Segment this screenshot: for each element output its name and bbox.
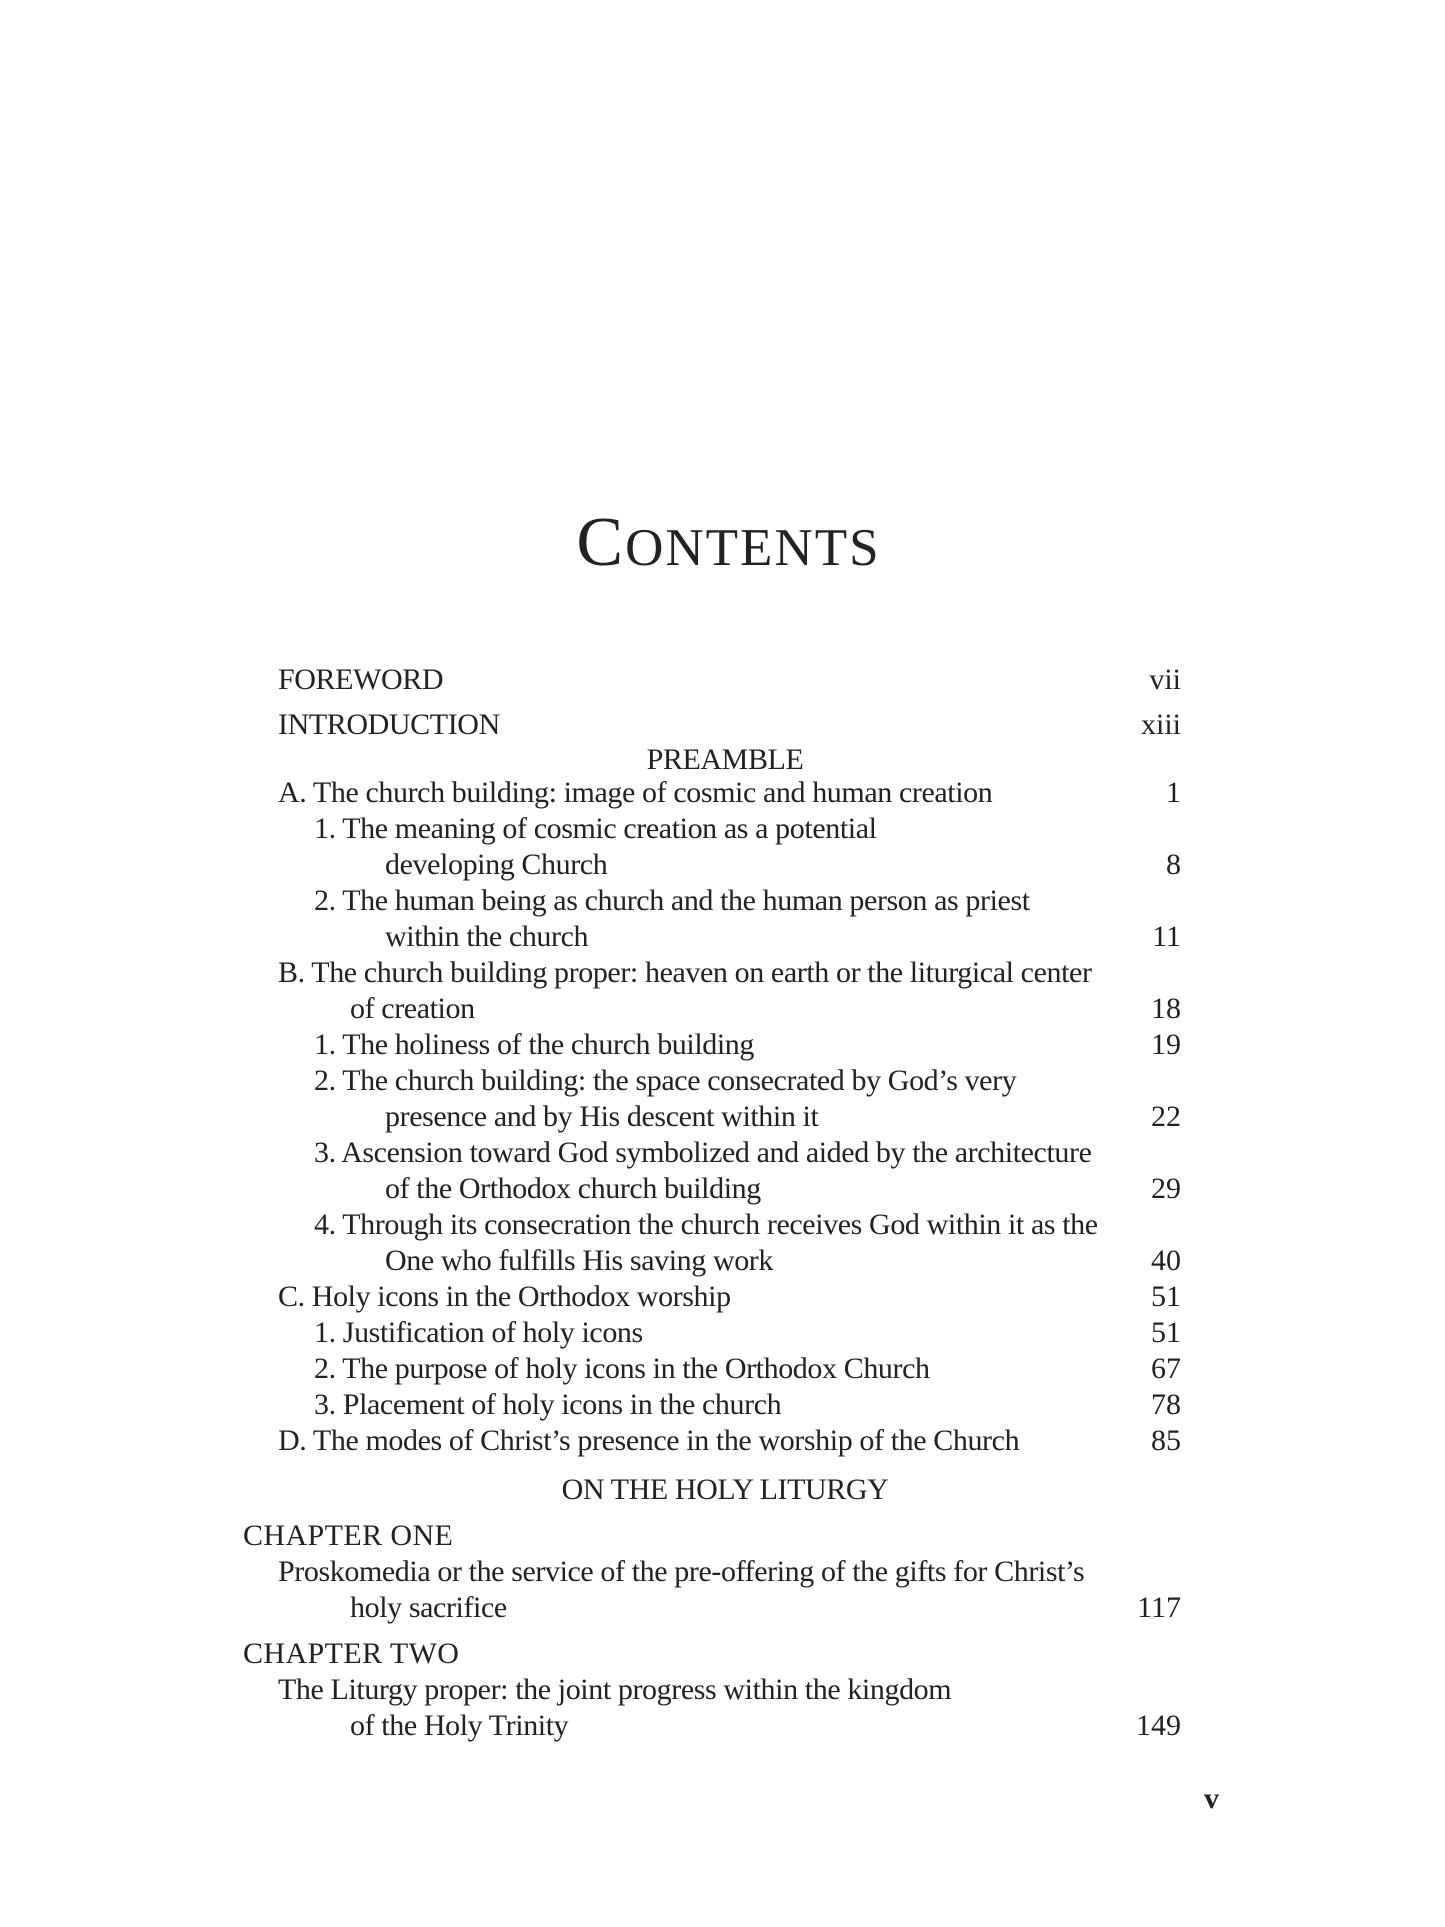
toc-entry bbox=[243, 775, 1181, 811]
toc-entry bbox=[243, 1135, 1181, 1171]
toc-page-number: 11 bbox=[1152, 920, 1181, 953]
toc-entry-text: CHAPTER TWO bbox=[243, 1637, 460, 1670]
toc-entry bbox=[243, 883, 1181, 919]
toc-entry bbox=[243, 1243, 1181, 1279]
toc-entry bbox=[243, 1063, 1181, 1099]
toc-entry-text: 2. The human being as church and the human person as priest bbox=[314, 884, 1030, 917]
toc-entry bbox=[243, 1351, 1181, 1387]
toc-page-number: 67 bbox=[1151, 1352, 1181, 1385]
toc-entry-text: presence and by His descent within it bbox=[385, 1100, 819, 1133]
toc-entry-text: 4. Through its consecration the church receives God within it as the bbox=[314, 1208, 1098, 1241]
toc-page-number: 51 bbox=[1151, 1280, 1181, 1313]
toc-entry bbox=[243, 1423, 1181, 1459]
toc-page-number: 40 bbox=[1151, 1244, 1181, 1277]
toc-entry-text: of the Orthodox church building bbox=[385, 1172, 761, 1205]
toc-entry-text: PREAMBLE bbox=[646, 743, 804, 776]
toc-entry-text: 3. Placement of holy icons in the church bbox=[314, 1388, 782, 1421]
page-title-rest: ONTENTS bbox=[625, 519, 881, 577]
toc-entry-text: 1. The holiness of the church building bbox=[314, 1028, 755, 1061]
toc-entry bbox=[243, 955, 1181, 991]
toc-heading-heading bbox=[243, 742, 1181, 778]
toc-entry bbox=[243, 1279, 1181, 1315]
toc-entry-text: D. The modes of Christ’s presence in the worship of the Church bbox=[278, 1424, 1020, 1457]
toc-entry bbox=[243, 1672, 1181, 1708]
toc-entry-text: INTRODUCTION bbox=[278, 708, 500, 741]
toc-page-number: vii bbox=[1149, 663, 1181, 696]
toc-entry-text: C. Holy icons in the Orthodox worship bbox=[278, 1280, 731, 1313]
toc-entry bbox=[243, 662, 1181, 698]
toc-entry bbox=[243, 991, 1181, 1027]
toc-page-number: 51 bbox=[1151, 1316, 1181, 1349]
toc-entry-text: 3. Ascension toward God symbolized and aided by the architecture bbox=[314, 1136, 1092, 1169]
toc-page-number: 117 bbox=[1137, 1591, 1181, 1624]
toc-entry bbox=[243, 919, 1181, 955]
folio-page-number: v bbox=[1204, 1782, 1219, 1815]
toc-entry bbox=[243, 1554, 1181, 1590]
toc-page-number: 78 bbox=[1151, 1388, 1181, 1421]
toc-entry bbox=[243, 1207, 1181, 1243]
toc-entry-text: One who fulfills His saving work bbox=[385, 1244, 773, 1277]
toc-entry bbox=[243, 1590, 1181, 1626]
toc-entry bbox=[243, 847, 1181, 883]
toc-heading-heading bbox=[243, 1472, 1181, 1508]
toc-entry bbox=[243, 1315, 1181, 1351]
toc-chapter-heading bbox=[243, 1636, 1181, 1672]
toc-entry-text: 2. The church building: the space consecrated by God’s very bbox=[314, 1064, 1017, 1097]
toc-entry-text: developing Church bbox=[385, 848, 608, 881]
toc-page-number: 1 bbox=[1166, 776, 1181, 809]
toc-entry-text: B. The church building proper: heaven on earth or the liturgical center bbox=[278, 956, 1092, 989]
toc-entry bbox=[243, 1099, 1181, 1135]
toc-entry-text: of the Holy Trinity bbox=[350, 1709, 569, 1742]
toc-entry-text: 1. Justification of holy icons bbox=[314, 1316, 643, 1349]
toc-entry-text: A. The church building: image of cosmic and human creation bbox=[278, 776, 993, 809]
toc-entry bbox=[243, 1171, 1181, 1207]
toc-entry-text: 1. The meaning of cosmic creation as a potential bbox=[314, 812, 877, 845]
toc-page-number: 22 bbox=[1151, 1100, 1181, 1133]
toc-page-number: 18 bbox=[1151, 992, 1181, 1025]
toc-entry-text: ON THE HOLY LITURGY bbox=[561, 1473, 889, 1506]
toc-entry-text: within the church bbox=[385, 920, 589, 953]
page-title-initial: C bbox=[576, 504, 626, 581]
toc-entry bbox=[243, 1027, 1181, 1063]
toc-entry bbox=[243, 811, 1181, 847]
toc-entry-text: 2. The purpose of holy icons in the Orthodox Church bbox=[314, 1352, 930, 1385]
toc-entry-text: of creation bbox=[350, 992, 475, 1025]
toc-entry-text: The Liturgy proper: the joint progress within the kingdom bbox=[278, 1673, 952, 1706]
toc-entry bbox=[243, 707, 1181, 743]
toc-entry-text: Proskomedia or the service of the pre-offering of the gifts for Christ’s bbox=[278, 1555, 1085, 1588]
toc-entry-text: FOREWORD bbox=[278, 663, 444, 696]
toc-page-number: 8 bbox=[1166, 848, 1181, 881]
toc-page-number: 85 bbox=[1151, 1424, 1181, 1457]
toc-entry-text: CHAPTER ONE bbox=[243, 1519, 454, 1552]
toc-list bbox=[243, 662, 1181, 1744]
toc-page-number: xiii bbox=[1140, 708, 1181, 741]
toc-entry-text: holy sacrifice bbox=[350, 1591, 507, 1624]
toc-page-number: 149 bbox=[1136, 1709, 1181, 1742]
toc-entry bbox=[243, 1387, 1181, 1423]
toc-page-number: 19 bbox=[1151, 1028, 1181, 1061]
toc-page-number: 29 bbox=[1151, 1172, 1181, 1205]
page-title bbox=[0, 503, 1445, 601]
toc-chapter-heading bbox=[243, 1518, 1181, 1554]
toc-entry bbox=[243, 1708, 1181, 1744]
